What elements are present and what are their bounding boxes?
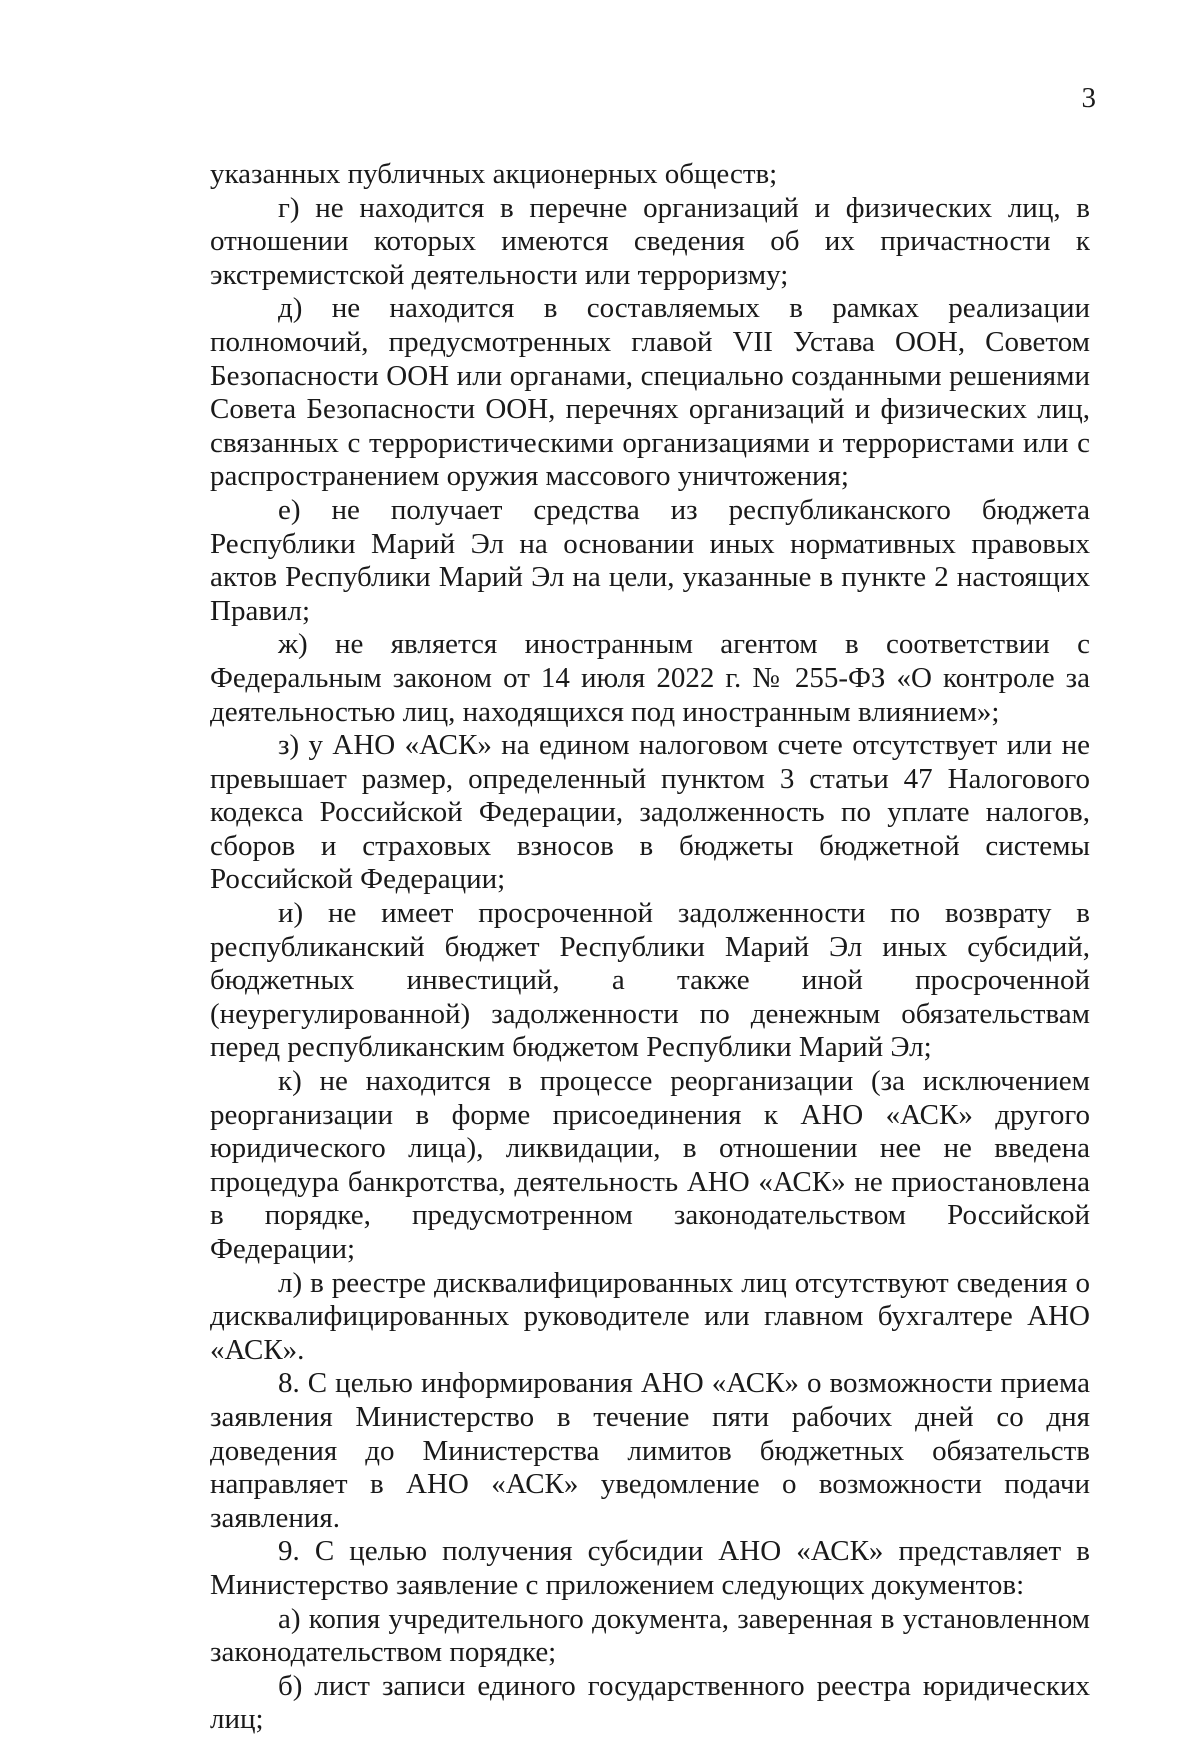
paragraph-item-z: з) у АНО «АСК» на едином налоговом счете отсутствует или не превышает размер, определенный пунктом 3 статьи 47 Налогового кодекса Российской Федерации, задолженность по уплате налогов, сборов и страховых взносов в бюджеты бюджетной системы Российской Федерации;	[210, 729, 1090, 896]
page-number: 3	[1081, 82, 1096, 114]
document-body	[210, 158, 1090, 1737]
paragraph-item-b: б) лист записи единого государственного реестра юридических лиц;	[210, 1669, 1090, 1736]
paragraph-item-k: к) не находится в процессе реорганизации (за исключением реорганизации в форме присоединения к АНО «АСК» другого юридического лица), ликвидации, в отношении нее не введена процедура банкротства, деятельность АНО «АСК» не приостановлена в порядке, предусмотренном законодательством Российской Федерации;	[210, 1065, 1090, 1265]
paragraph-item-i: и) не имеет просроченной задолженности по возврату в республиканский бюджет Республики Марий Эл иных субсидий, бюджетных инвестиций, а также иной просроченной (неурегулированной) задолженности по денежным обязательствам перед республиканским бюджетом Республики Марий Эл;	[210, 897, 1090, 1064]
paragraph-item-e: е) не получает средства из республиканского бюджета Республики Марий Эл на основании иных нормативных правовых актов Республики Марий Эл на цели, указанные в пункте 2 настоящих Правил;	[210, 493, 1090, 627]
paragraph-item-a: а) копия учредительного документа, заверенная в установленном законодательством порядке;	[210, 1602, 1090, 1669]
paragraph-section-9: 9. С целью получения субсидии АНО «АСК» представляет в Министерство заявление с приложением следующих документов:	[210, 1535, 1090, 1601]
paragraph-item-l: л) в реестре дисквалифицированных лиц отсутствуют сведения о дисквалифицированных руководителе или главном бухгалтере АНО «АСК».	[210, 1266, 1090, 1366]
paragraph-item-zh: ж) не является иностранным агентом в соответствии с Федеральным законом от 14 июля 2022 г. № 255-ФЗ «О контроле за деятельностью лиц, находящихся под иностранным влиянием»;	[210, 628, 1090, 728]
paragraph-item-g: г) не находится в перечне организаций и физических лиц, в отношении которых имеются сведения об их причастности к экстремистской деятельности или терроризму;	[210, 191, 1090, 291]
paragraph-continuation: указанных публичных акционерных обществ;	[210, 158, 778, 190]
paragraph-item-d: д) не находится в составляемых в рамках реализации полномочий, предусмотренных главой VII Устава ООН, Советом Безопасности ООН или органами, специально созданными решениями Совета Безопасности ООН, перечнях организаций и физических лиц, связанных с террористическими организациями и террористами или с распространением оружия массового уничтожения;	[210, 292, 1090, 493]
paragraph-section-8: 8. С целью информирования АНО «АСК» о возможности приема заявления Министерство в течение пяти рабочих дней со дня доведения до Министерства лимитов бюджетных обязательств направляет в АНО «АСК» уведомление о возможности подачи заявления.	[210, 1367, 1090, 1534]
